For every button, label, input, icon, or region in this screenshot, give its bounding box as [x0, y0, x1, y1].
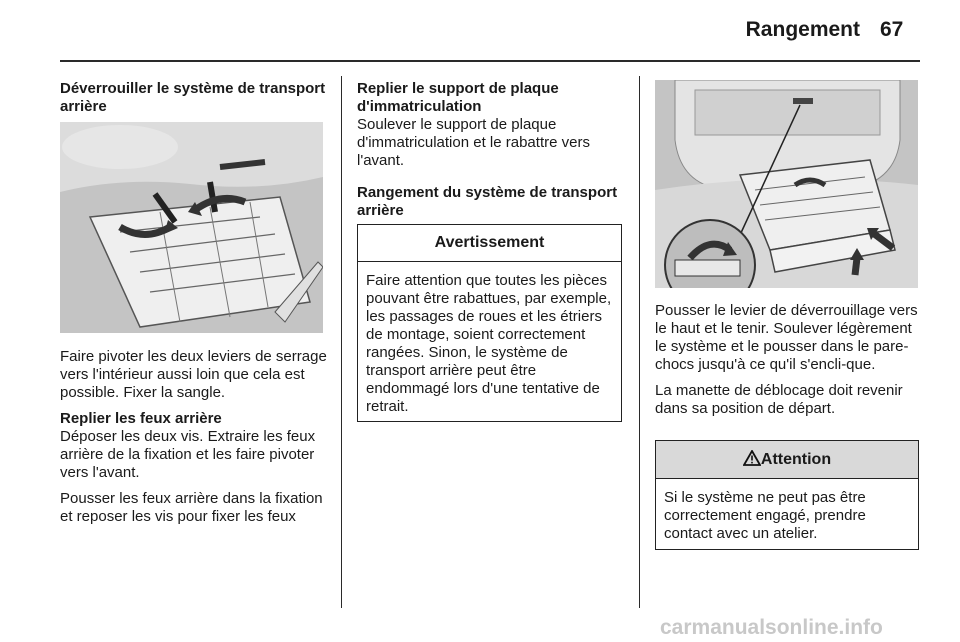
column-1-text	[60, 348, 328, 534]
page-header-title: Rangement	[745, 18, 860, 41]
paragraph: Soulever le support de plaque d'immatriculation et le rabattre vers l'avant.	[357, 116, 590, 169]
page-number: 67	[880, 18, 904, 41]
warning-triangle-icon	[743, 450, 761, 466]
attention-text: Si le système ne peut pas être correctement engagé, prendre contact avec un atelier.	[664, 489, 866, 542]
illustration-carrier-storage	[655, 80, 918, 288]
attention-title: Attention	[760, 451, 832, 468]
column-3-text	[655, 302, 920, 426]
section-heading: Rangement du système de transport arrière	[357, 184, 618, 219]
section-heading: Replier les feux arrière	[60, 410, 222, 427]
warning-title: Avertissement	[358, 225, 621, 262]
column-divider-2	[639, 76, 640, 608]
section-heading: Déverrouiller le système de transport arrière	[60, 80, 326, 115]
paragraph: Pousser les feux arrière dans la fixation et reposer les vis pour fixer les feux	[60, 490, 323, 525]
watermark: carmanualsonline.info	[660, 616, 883, 639]
attention-box	[655, 440, 919, 550]
illustration-rear-carrier-unlock	[60, 122, 323, 333]
header-rule	[60, 60, 920, 62]
column-divider-1	[341, 76, 342, 608]
column-2	[357, 80, 623, 220]
column-1	[60, 80, 328, 116]
warning-text: Faire attention que toutes les pièces pouvant être rabattues, par exemple, les passages de roues et les étriers de montage, soient correctement rangées. Sinon, le système de transport arrière peut être endommagé lors d'une tentative de retrait.	[366, 272, 612, 415]
warning-box	[357, 224, 622, 422]
attention-header	[656, 441, 918, 479]
paragraph: Faire pivoter les deux leviers de serrage vers l'intérieur aussi loin que cela est possible. Fixer la sangle.	[60, 348, 327, 401]
section-heading: Replier le support de plaque d'immatriculation	[357, 80, 559, 115]
paragraph: Pousser le levier de déverrouillage vers le haut et le tenir. Soulever légèrement le système et le pousser dans le pare-chocs jusqu'à ce qu'il s'encli-que.	[655, 302, 918, 373]
paragraph: La manette de déblocage doit revenir dans sa position de départ.	[655, 382, 903, 417]
paragraph: Déposer les deux vis. Extraire les feux arrière de la fixation et les faire pivoter vers l'avant.	[60, 428, 316, 481]
